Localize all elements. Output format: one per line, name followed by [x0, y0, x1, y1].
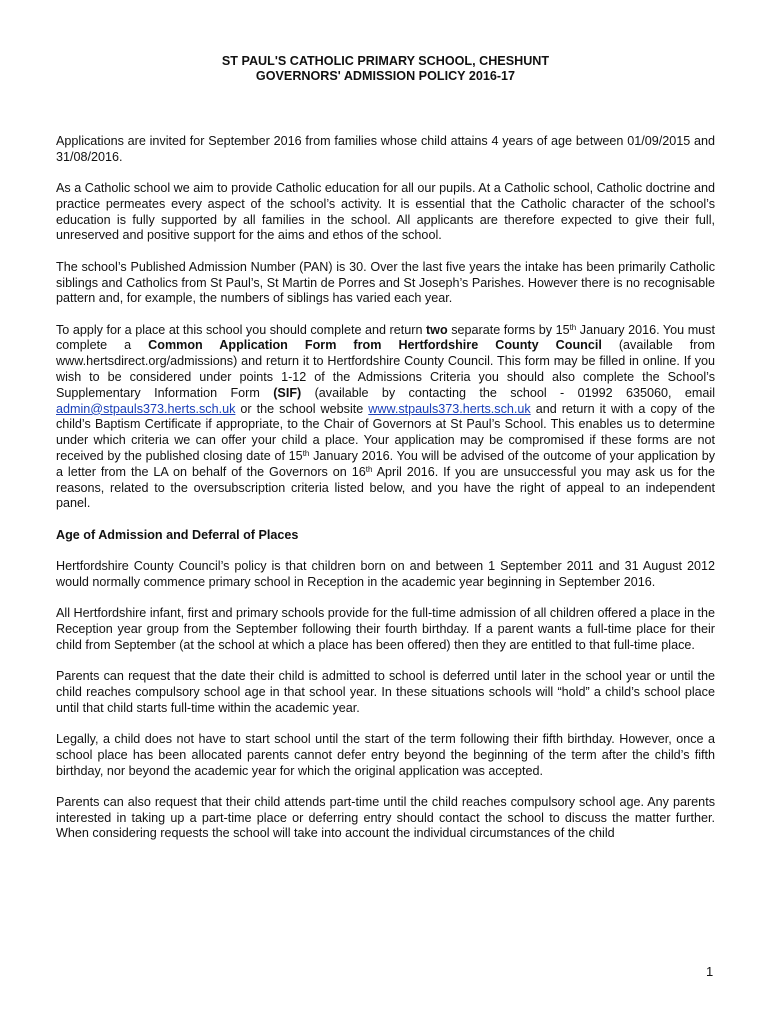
document-page — [56, 54, 715, 842]
deferral-request-paragraph: Parents can request that the date their child is admitted to school is deferred until later in the school year or until the child reaches compulsory school age in that school year. In these situations schools will “hold” a child’s school place until that child starts full-time within the academic year. — [56, 669, 715, 715]
policy-title-heading: GOVERNORS' ADMISSION POLICY 2016-17 — [255, 69, 516, 83]
email-link[interactable]: admin@stpauls373.herts.sch.uk — [56, 401, 236, 416]
legal-start-paragraph: Legally, a child does not have to start school until the start of the term following their fifth birthday. However, once a school place has been allocated parents cannot defer entry beyond the beginning of the term after the child’s fifth birthday, nor beyond the academic year for which the original application was accepted. — [56, 731, 715, 778]
herts-policy-paragraph: Hertfordshire County Council’s policy is that children born on and between 1 September 2011 and 31 August 2012 would normally commence primary school in Reception in the academic year beginning in September 2016. — [56, 559, 715, 589]
pan-paragraph: The school’s Published Admission Number (PAN) is 30. Over the last five years the intake has been primarily Catholic siblings and Catholics from St Paul’s, St Martin de Porres and St Joseph’s Parishes. However there is no recognisable pattern and, for example, the numbers of siblings has varied each year. — [56, 259, 715, 306]
page-number: 1 — [706, 964, 714, 979]
document-title — [56, 54, 715, 84]
website-link[interactable]: www.stpauls373.herts.sch.uk — [368, 401, 531, 416]
intro-paragraph: Applications are invited for September 2016 from families whose child attains 4 years of age between 01/09/2015 and 31/08/2016. — [56, 134, 715, 164]
catholic-ethos-paragraph: As a Catholic school we aim to provide Catholic education for all our pupils. At a Catholic school, Catholic doctrine and practice permeates every aspect of the school’s activity. It is essential that the Catholic character of the school’s education is fully supported by all families in the school. All applicants are therefore expected to give their full, unreserved and positive support for the aims and ethos of the school. — [56, 181, 715, 243]
part-time-paragraph: Parents can also request that their child attends part-time until the child reaches compulsory school age. Any parents interested in taking up a part-time place or deferring entry should contact the school to discuss the matter further. When considering requests the school will take into account the individual circumstances of the child — [56, 794, 715, 841]
full-time-admission-paragraph: All Hertfordshire infant, first and primary schools provide for the full-time admission of all children offered a place in the Reception year group from the September following their fourth birthday. If a parent wants a full-time place for their child from September (at the school at which a place has been offered) then they are entitled to that full-time place. — [56, 606, 715, 652]
section-heading: Age of Admission and Deferral of Places — [56, 527, 299, 542]
how-to-apply-paragraph: To apply for a place at this school you should complete and return two separate forms by 15th January 2016. You must complete a Common Application Form from Hertfordshire County Council (available from www.hertsdirect.org/admissions) and return it to Hertfordshire County Council. This form may be filled in online. If you wish to be considered under points 1-12 of the Admissions Criteria you should also complete the School’s Supplementary Information Form (SIF) (available by contacting the school - 01992 635060, email admin@stpauls373.herts.sch.uk or the school website www.stpauls373.herts.sch.uk and return it with a copy of the child’s Baptism Certificate if appropriate, to the Chair of Governors at St Paul’s School. This enables us to determine under which criteria we can offer your child a place. Your application may be compromised if these forms are not received by the published closing date of 15th January 2016. You will be advised of the outcome of your application by a letter from the LA on behalf of the Governors on 16th April 2016. If you are unsuccessful you may ask us for the reasons, related to the oversubscription criteria listed below, and you have the right of appeal to an independent panel. — [56, 322, 715, 511]
school-name-heading: ST PAUL'S CATHOLIC PRIMARY SCHOOL, CHESHUNT — [221, 54, 550, 68]
